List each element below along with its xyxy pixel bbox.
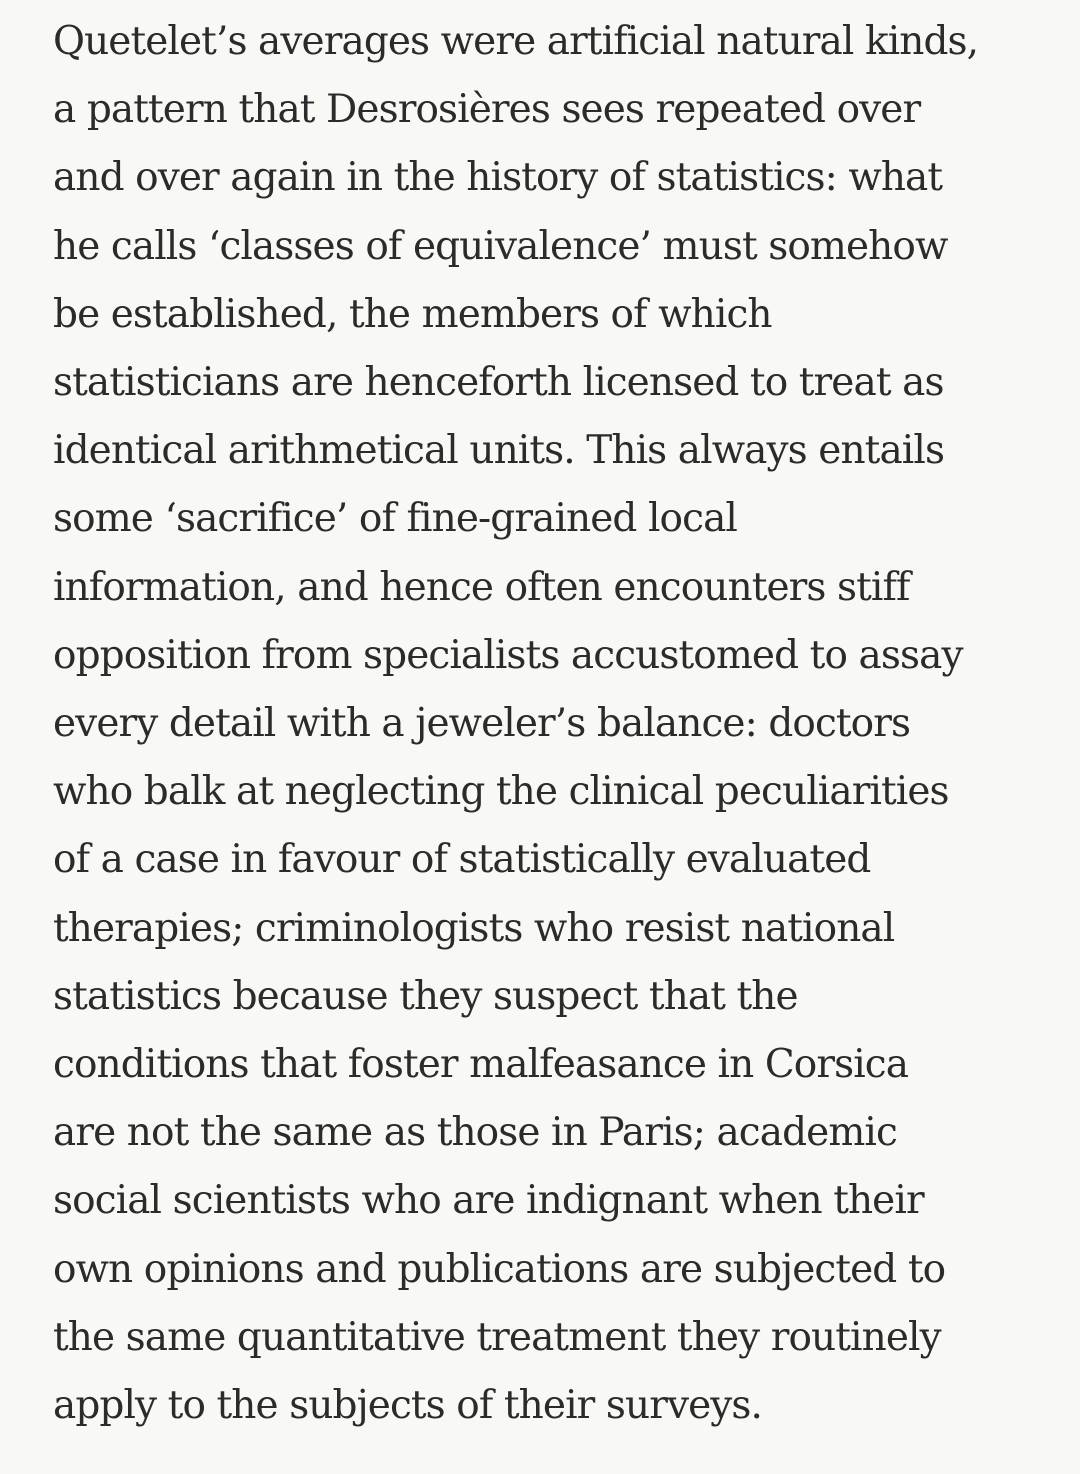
paragraph-line: therapies; criminologists who resist national [53, 905, 895, 951]
paragraph-line: are not the same as those in Paris; academic [53, 1110, 897, 1156]
paragraph-line: be established, the members of which [53, 291, 772, 337]
paragraph-line: the same quantitative treatment they routinely [53, 1314, 941, 1360]
paragraph-line: every detail with a jeweler’s balance: doctors [53, 701, 911, 747]
body-paragraph [53, 8, 1040, 1440]
paragraph-line: conditions that foster malfeasance in Corsica [53, 1042, 909, 1088]
paragraph-line: apply to the subjects of their surveys. [53, 1383, 763, 1429]
paragraph-line: social scientists who are indignant when their [53, 1178, 924, 1224]
paragraph-line: of a case in favour of statistically evaluated [53, 837, 871, 883]
paragraph-line: information, and hence often encounters stiff [53, 564, 910, 610]
paragraph-line: who balk at neglecting the clinical peculiarities [53, 769, 949, 815]
paragraph-line: own opinions and publications are subjected to [53, 1246, 946, 1292]
paragraph-line: Quetelet’s averages were artificial natural kinds, [53, 19, 979, 64]
paragraph-line: a pattern that Desrosières sees repeated over [53, 87, 921, 133]
paragraph-line: some ‘sacrifice’ of fine-grained local [53, 496, 738, 542]
paragraph-line: statistics because they suspect that the [53, 973, 798, 1019]
paragraph-line: statisticians are henceforth licensed to treat as [53, 360, 944, 406]
paragraph-line: and over again in the history of statistics: what [53, 155, 943, 201]
paragraph-line: opposition from specialists accustomed to assay [53, 632, 963, 678]
paragraph-line: identical arithmetical units. This always entails [53, 428, 945, 474]
paragraph-line: he calls ‘classes of equivalence’ must somehow [53, 223, 948, 269]
